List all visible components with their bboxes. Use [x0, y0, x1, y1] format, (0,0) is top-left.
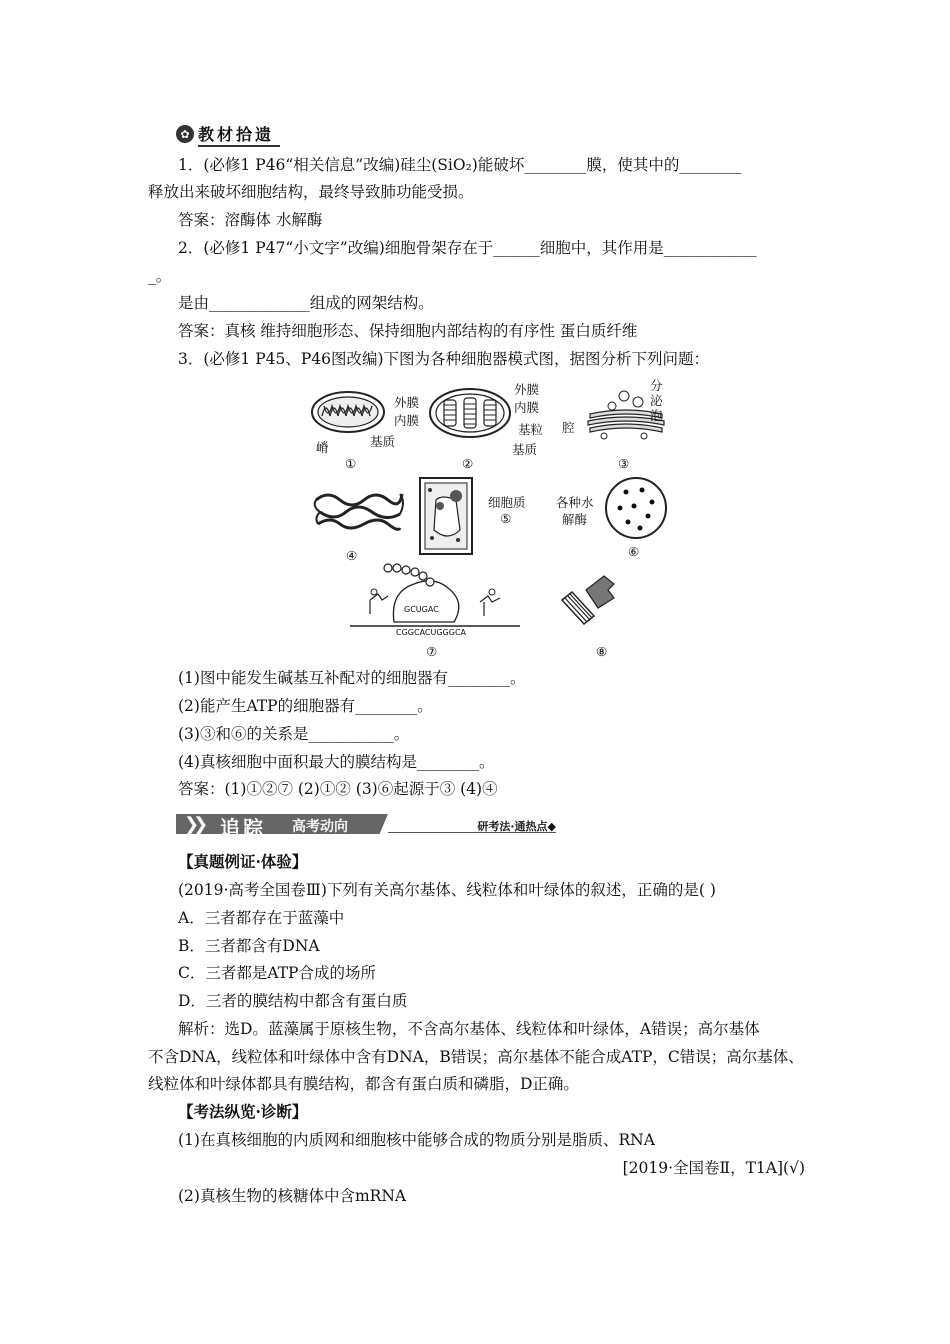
q2-line1: 2．(必修1 P47“小文字”改编)细胞骨架存在于______细胞中，其作用是____________ [178, 239, 757, 257]
label-cavity: 腔 [562, 420, 575, 435]
review-item-1-source: [2019·全国卷Ⅱ，T1A](√) [622, 1159, 805, 1177]
explanation-line3: 线粒体和叶绿体都具有膜结构，都含有蛋白质和磷脂，D正确。 [148, 1075, 579, 1093]
double-chevron-icon: ❯❯ [184, 814, 203, 835]
q3-sub2: (2)能产生ATP的细胞器有________。 [178, 697, 433, 715]
option-c: C．三者都是ATP合成的场所 [178, 964, 376, 982]
option-a: A．三者都存在于蓝藻中 [178, 909, 345, 927]
label-secretory-1: 分 [650, 378, 663, 393]
fig-number-4: ④ [346, 548, 358, 563]
ribosome-translation-image [350, 560, 520, 638]
label-crista: 嵴 [316, 440, 329, 455]
label-outer-membrane-1: 外膜 [394, 395, 420, 410]
label-codon-top: GCUGAC [404, 605, 439, 614]
lysosome-image [604, 476, 668, 540]
section2-banner [176, 812, 556, 840]
banner-right-text: 研考法·通热点◆ [477, 820, 556, 833]
label-inner-membrane-2: 内膜 [514, 400, 540, 415]
fig-number-2: ② [462, 456, 474, 471]
answer-2: 答案：真核 维持细胞形态、保持细胞内部结构的有序性 蛋白质纤维 [178, 322, 638, 340]
label-codon-bottom: CGGCACUGGGCA [396, 628, 466, 637]
leaf-icon: ✿ [176, 125, 194, 143]
option-b: B．三者都含有DNA [178, 937, 320, 955]
label-matrix-2: 基质 [512, 442, 538, 457]
answer-3: 答案：(1)①②⑦ (2)①② (3)⑥起源于③ (4)④ [178, 780, 498, 798]
banner-title: 追踪 [220, 816, 266, 840]
chloroplast-image [428, 386, 512, 440]
fig-number-6: ⑥ [628, 544, 640, 559]
fig-number-7: ⑦ [426, 644, 438, 659]
answer-1: 答案：溶酶体 水解酶 [178, 211, 323, 229]
fig-number-5: ⑤ [500, 511, 512, 526]
label-outer-membrane-2: 外膜 [514, 382, 540, 397]
label-hydrolase-2: 解酶 [562, 512, 588, 527]
q1-line2: 释放出来破坏细胞结构，最终导致肺功能受损。 [148, 183, 474, 201]
banner-subtitle: 高考动向 [292, 819, 348, 835]
q2-line2: _。 [148, 267, 172, 285]
label-secretory-2: 泌 [650, 393, 663, 408]
q1-line1: 1．(必修1 P46“相关信息”改编)硅尘(SiO₂)能破坏________膜，使其中的________ [178, 156, 742, 174]
q2-line3: 是由_____________组成的网架结构。 [178, 294, 434, 312]
q3-sub1: (1)图中能发生碱基互补配对的细胞器有________。 [178, 669, 526, 687]
label-inner-membrane-1: 内膜 [394, 413, 420, 428]
centriole-image [556, 570, 620, 632]
fig-number-8: ⑧ [596, 644, 608, 659]
section-badge [176, 124, 280, 144]
label-cytoplasm: 细胞质 [488, 495, 526, 510]
label-hydrolase-1: 各种水 [556, 495, 594, 510]
option-d: D．三者的膜结构中都含有蛋白质 [178, 992, 408, 1010]
heading-real-exam: 【真题例证·体验】 [178, 852, 308, 871]
review-item-2: (2)真核生物的核糖体中含mRNA [178, 1187, 407, 1205]
label-secretory-3: 泡 [650, 408, 663, 423]
section-title: 教材拾遗 [198, 122, 280, 147]
mitochondrion-image [310, 388, 390, 438]
plant-cell-vacuole-image [418, 476, 474, 556]
q3-sub3: (3)③和⑥的关系是___________。 [178, 725, 410, 743]
fig-number-1: ① [345, 456, 357, 471]
explanation-line1: 解析：选D。蓝藻属于原核生物，不含高尔基体、线粒体和叶绿体，A错误；高尔基体 [178, 1020, 760, 1038]
q3-sub4: (4)真核细胞中面积最大的膜结构是________。 [178, 753, 495, 771]
exam-question: (2019·高考全国卷Ⅲ)下列有关高尔基体、线粒体和叶绿体的叙述，正确的是( ) [178, 881, 716, 899]
label-matrix-1: 基质 [370, 434, 396, 449]
q3-line1: 3．(必修1 P45、P46图改编)下图为各种细胞器模式图，据图分析下列问题： [178, 350, 710, 368]
fig-number-3: ③ [618, 456, 630, 471]
label-grana: 基粒 [518, 422, 544, 437]
heading-review: 【考法纵览·诊断】 [178, 1102, 308, 1121]
endoplasmic-reticulum-image [312, 486, 406, 536]
explanation-line2: 不含DNA，线粒体和叶绿体中含有DNA，B错误；高尔基体不能合成ATP，C错误；高尔基体、 [148, 1048, 804, 1066]
review-item-1: (1)在真核细胞的内质网和细胞核中能够合成的物质分别是脂质、RNA [178, 1131, 655, 1149]
